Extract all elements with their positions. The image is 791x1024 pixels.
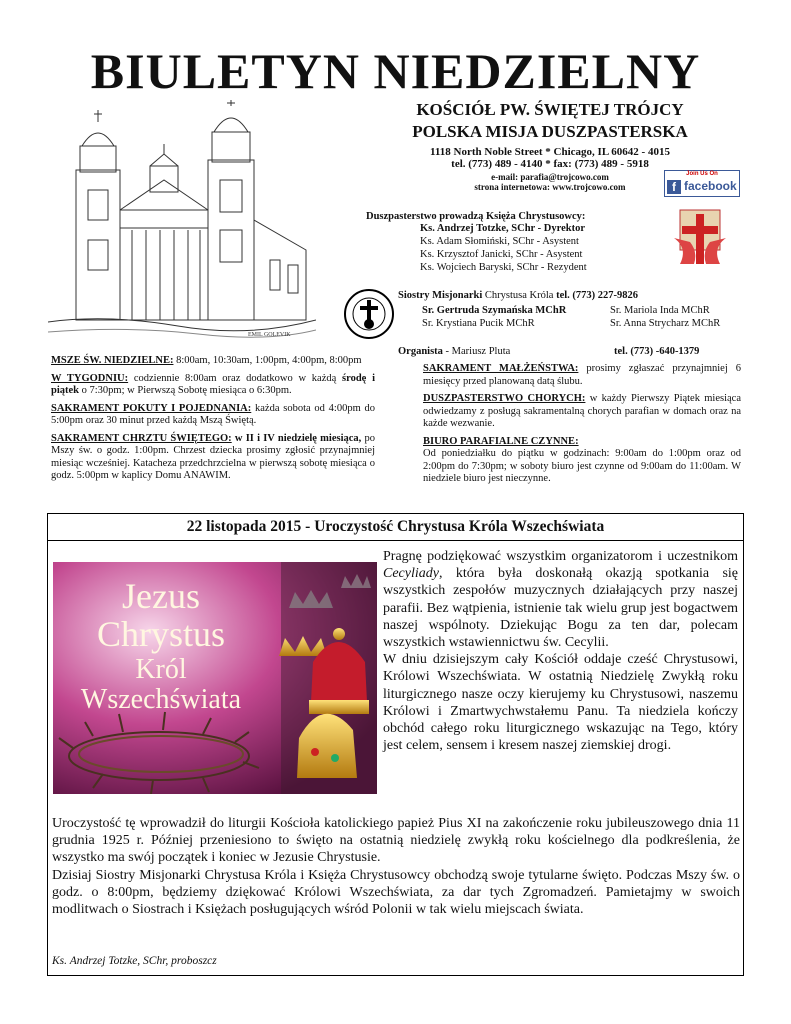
society-emblem	[660, 208, 740, 268]
parish-phone: tel. (773) 489 - 4140 * fax: (773) 489 - 5918	[451, 158, 649, 170]
article-text-full	[52, 815, 740, 918]
clergy-heading: Duszpasterstwo prowadzą Księża Chrystusowcy:	[366, 211, 586, 222]
sister-name: Sr. Mariola Inda MChR	[610, 305, 710, 316]
image-text-line: Król	[135, 654, 187, 685]
schedule-left-column	[51, 355, 375, 488]
info-office-hours: BIURO PARAFIALNE CZYNNE: Od poniedziałku do piątku w godzinach: 9:00am do 1:00pm oraz od 2:00pm do 7:30pm; w soboty biuro jest czynne od 9:00am do 11:00am. W niedziele biuro jest nieczynne.	[423, 435, 741, 484]
sister-name: Sr. Anna Strycharz MChR	[610, 318, 721, 329]
article-signature: Ks. Andrzej Totzke, SChr, proboszcz	[52, 955, 217, 967]
article-paragraph: Uroczystość tę wprowadził do liturgii Kościoła katolickiego papież Pius XI na zakończenie roku jubileuszowego dnia 11 grudnia 1925 r. Później przeniesiono to święto na ostatnią niedzielę zwykłą roku kościelnego dla podkreślenia, że wszystko ma swój początek i koniec w Jezusie Chrystusie.	[52, 816, 740, 866]
article-paragraph: Pragnę podziękować wszystkim organizatorom i uczestnikom Cecyliady, która była doskonałą okazją spotkania się wszystkich zespołów muzycznych działających przy naszej parafii. Bez wątpienia, istnienie tak wielu grup jest bogactwem naszej wspólnoty. Dziekując Bogu za ten dar, polecam wszystkich wstawiennictwu św. Cecylii.	[383, 549, 738, 651]
sisters-phone: tel. (773) 227-9826	[556, 290, 639, 301]
sisters-seal	[343, 288, 395, 340]
mission-name: POLSKA MISJA DUSZPASTERSKA	[412, 122, 688, 141]
parish-email: e-mail: parafia@trojcowo.com	[491, 172, 609, 182]
image-text-line: Jezus	[122, 576, 200, 616]
article-text-right	[383, 548, 738, 754]
clergy-member: Ks. Wojciech Baryski, SChr - Rezydent	[420, 262, 587, 273]
organist-name: - Mariusz Pluta	[442, 346, 511, 357]
facebook-wordmark: facebook	[684, 179, 737, 193]
sister-name: Sr. Gertruda Szymańska MChR	[422, 305, 567, 316]
christ-the-king-image	[53, 562, 377, 794]
facebook-join-text: Join Us On	[686, 171, 718, 177]
organist-phone: tel. (773) -640-1379	[614, 346, 700, 357]
organist-line	[398, 346, 748, 357]
clergy-list	[366, 211, 656, 274]
info-baptism: SAKRAMENT CHRZTU ŚWIĘTEGO: w II i IV niedzielę miesiąca, po Mszy św. o godz. 1:00pm. Chrzest dziecka prosimy zgłosić przynajmniej miesiąc wcześniej. Katacheza przedchrzcielna w pierwszą sobotę miesiąca o godz. 5:00pm w kaplicy Domu ANAWIM.	[51, 432, 376, 481]
parish-address: 1118 North Noble Street * Chicago, IL 60642 - 4015	[430, 146, 670, 158]
info-sick-ministry: DUSZPASTERSTWO CHORYCH: w każdy Pierwszy Piątek miesiąca odwiedzamy z posługą sakramentalną chorych parafian w domach oraz na każde wezwanie.	[423, 393, 741, 429]
organist-label: Organista	[398, 346, 443, 357]
article-heading: 22 listopada 2015 - Uroczystość Chrystusa Króla Wszechświata	[47, 513, 744, 541]
info-marriage: SAKRAMENT MAŁŻEŃSTWA: prosimy zgłaszać przynajmniej 6 miesięcy przed planowaną datą ślubu.	[423, 363, 741, 387]
facebook-icon: f	[667, 180, 681, 194]
article-paragraph: Dzisiaj Siostry Misjonarki Chrystusa Króla i Księża Chrystusowcy obchodzą swoje tytularne święto. Podczas Mszy św. o godz. o 8:00pm, będziemy dziękować Królowi Wszechświata, za dar tych Zgromadzeń. Pamietajmy w swoich modlitwach o Siostrach i Księżach posługujących wśród Polonii w tak wielu miejscach świata.	[52, 867, 740, 918]
clergy-member: Ks. Krzysztof Janicki, SChr - Asystent	[420, 249, 583, 260]
drawing-signature: EMIL GOLEVIK	[248, 332, 291, 338]
facebook-button[interactable]	[664, 170, 740, 197]
sisters-heading	[398, 290, 748, 301]
info-confession: SAKRAMENT POKUTY I POJEDNANIA: każda sobota od 4:00pm do 5:00pm oraz 30 minut przed każdą Mszą Świętą.	[51, 402, 375, 426]
schedule-right-column	[423, 363, 741, 491]
image-text-line: Chrystus	[96, 614, 226, 654]
sisters-section	[398, 290, 748, 330]
church-illustration	[48, 100, 316, 340]
sisters-heading-rest: Chrystusa Króla	[482, 290, 557, 301]
info-mass-sunday: MSZE ŚW. NIEDZIELNE: 8:00am, 10:30am, 1:00pm, 4:00pm, 8:00pm	[51, 355, 362, 366]
info-weekday: W TYGODNIU: codziennie 8:00am oraz dodatkowo w każdą środę i piątek o 7:30pm; w Pierwszą Sobotę miesiąca o 6:30pm.	[51, 372, 375, 396]
sister-name: Sr. Krystiana Pucik MChR	[422, 318, 535, 329]
clergy-member: Ks. Andrzej Totzke, SChr - Dyrektor	[420, 223, 585, 234]
parish-website: strona internetowa: www.trojcowo.com	[474, 182, 626, 192]
clergy-member: Ks. Adam Słomiński, SChr - Asystent	[420, 236, 579, 247]
article-paragraph: W dniu dzisiejszym cały Kościół oddaje cześć Chrystusowi, Królowi Wszechświata. W ostatnią Niedzielę Zwykłą roku liturgicznego nasze oczy kierujemy ku Chrystusowi, naszemu Królowi i Zmartwychwstałemu Panu. Ta niedziela kończy obchód całego roku liturgicznego wskazując na Tego, który jest celem, sensem i kresem naszej ziemskiej drogi.	[383, 652, 738, 754]
image-text-line: Wszechświata	[80, 684, 242, 715]
bulletin-title: BIULETYN NIEDZIELNY	[90, 43, 701, 99]
sisters-heading-bold: Siostry Misjonarki	[398, 290, 483, 301]
parish-name: KOŚCIÓŁ PW. ŚWIĘTEJ TRÓJCY	[416, 100, 684, 119]
